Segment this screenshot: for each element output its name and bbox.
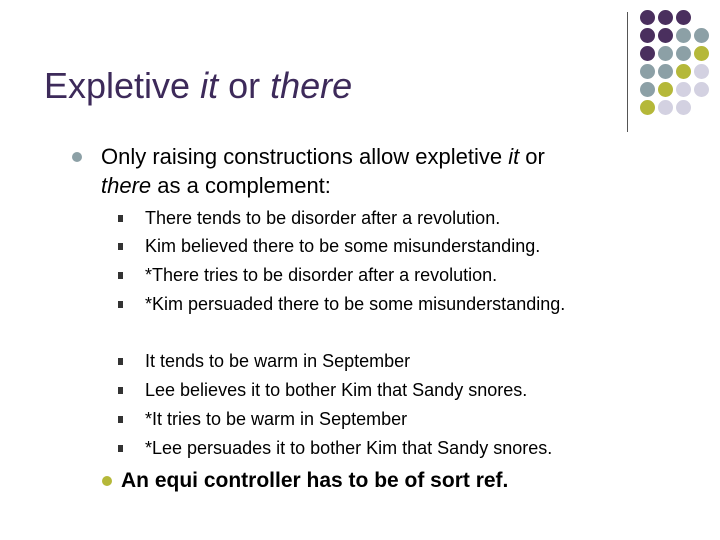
decor-dot bbox=[658, 46, 673, 61]
title-text-or: or bbox=[218, 65, 271, 106]
sub-bullet-icon bbox=[118, 416, 123, 423]
decor-dot bbox=[694, 64, 709, 79]
example-item: Kim believed there to be some misunderstanding. bbox=[145, 236, 541, 256]
title-text-it: it bbox=[200, 65, 219, 106]
decor-dot bbox=[640, 100, 655, 115]
decor-dot bbox=[676, 100, 691, 115]
sub-bullet-icon bbox=[118, 272, 123, 279]
decor-dot bbox=[658, 64, 673, 79]
text-segment-italic: there bbox=[101, 173, 152, 198]
decorative-dot-grid bbox=[640, 10, 720, 120]
decor-dot bbox=[640, 28, 655, 43]
sub-bullet-icon bbox=[118, 215, 123, 222]
example-item: *There tries to be disorder after a revolution. bbox=[145, 265, 498, 285]
decor-dot bbox=[640, 82, 655, 97]
example-item: It tends to be warm in September bbox=[145, 351, 411, 371]
main-bullet-icon bbox=[102, 476, 112, 486]
decor-dot bbox=[694, 28, 709, 43]
text-segment: Only raising constructions allow expletive bbox=[101, 144, 509, 169]
example-item: *Lee persuades it to bother Kim that Sandy snores. bbox=[145, 438, 553, 458]
sub-bullet-icon bbox=[118, 445, 123, 452]
main-point-2: An equi controller has to be of sort ref. bbox=[121, 469, 509, 492]
main-point-1-line-2 bbox=[101, 171, 641, 200]
decor-dot bbox=[694, 46, 709, 61]
decor-dot bbox=[658, 100, 673, 115]
decor-dot bbox=[694, 82, 709, 97]
title-divider bbox=[627, 12, 628, 132]
decor-dot bbox=[658, 82, 673, 97]
sub-bullet-icon bbox=[118, 358, 123, 365]
slide-title bbox=[44, 64, 352, 108]
decor-dot bbox=[658, 10, 673, 25]
sub-bullet-icon bbox=[118, 387, 123, 394]
example-item: Lee believes it to bother Kim that Sandy snores. bbox=[145, 380, 528, 400]
decor-dot bbox=[658, 28, 673, 43]
decor-dot bbox=[676, 64, 691, 79]
decor-dot bbox=[640, 46, 655, 61]
title-text-there: there bbox=[270, 65, 353, 106]
decor-dot bbox=[640, 10, 655, 25]
decor-dot bbox=[676, 46, 691, 61]
title-text-1: Expletive bbox=[44, 65, 201, 106]
decor-dot bbox=[640, 64, 655, 79]
sub-bullet-icon bbox=[118, 301, 123, 308]
example-item: There tends to be disorder after a revolution. bbox=[145, 208, 501, 228]
sub-bullet-icon bbox=[118, 243, 123, 250]
decor-dot bbox=[676, 10, 691, 25]
text-segment: as a complement: bbox=[151, 173, 331, 198]
main-point-1-line-1 bbox=[101, 142, 641, 171]
example-item: *Kim persuaded there to be some misunderstanding. bbox=[145, 294, 566, 314]
text-segment: or bbox=[519, 144, 545, 169]
example-item: *It tries to be warm in September bbox=[145, 409, 408, 429]
decor-dot bbox=[676, 82, 691, 97]
decor-dot bbox=[676, 28, 691, 43]
text-segment-italic: it bbox=[508, 144, 520, 169]
main-point-1 bbox=[101, 142, 641, 200]
main-bullet-icon bbox=[72, 152, 82, 162]
